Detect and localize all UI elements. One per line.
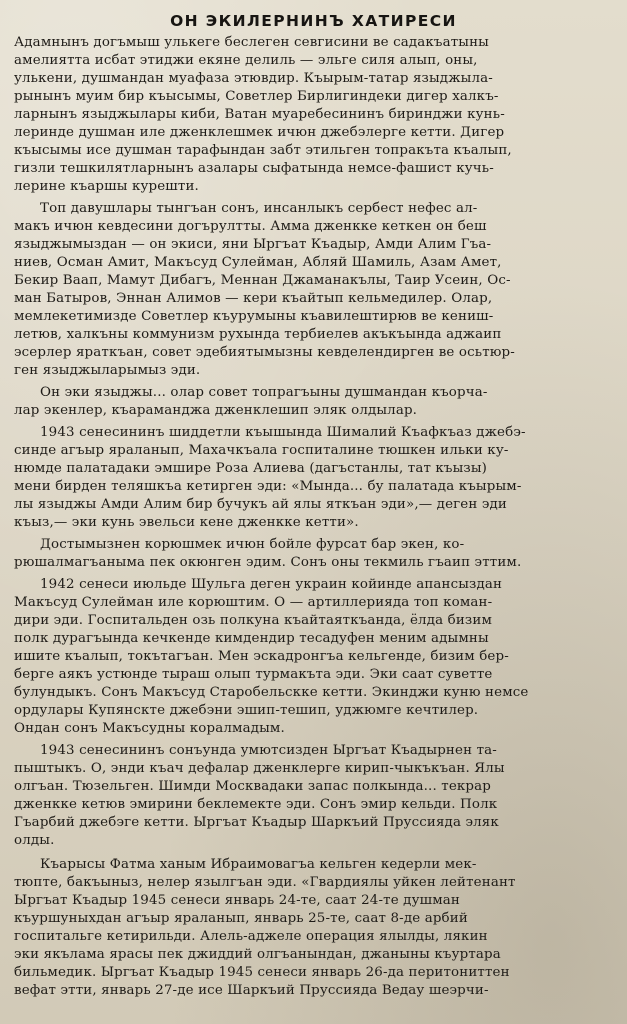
text-line: ман Батыров, Эннан Алимов — кери къайтып кельмедилер. Олар,: [14, 291, 493, 306]
text-line: ген языджыларымыз эди.: [14, 363, 201, 378]
text-line: дженкке кетюв эмирини беклемекте эди. Сонъ эмир кельди. Полк: [14, 797, 498, 812]
text-line: дири эди. Госпитальден озь полкуна къайтаяткъанда, ёлда бизим: [14, 613, 493, 628]
text-line: Ыргъат Къадыр 1945 сенеси январь 24-те, саат 24-те душман: [14, 893, 460, 908]
text-line: лы языджы Амди Алим бир бучукъ ай ялы яткъан эди»,— деген эди: [14, 497, 507, 512]
text-line: ишите къалып, токътагъан. Мен эскадронгъа кельгенде, бизим бер-: [14, 649, 509, 664]
text-line: Топ давушлары тынгъан сонъ, инсанлыкъ сербест нефес ал-: [40, 201, 478, 216]
text-line: Адамнынъ догъмыш улькеге беслеген севгисини ве садакъатыны: [14, 35, 489, 50]
text-line: 1942 сенеси июльде Шульга деген украин койинде апансыздан: [40, 577, 503, 592]
text-line: бильмедик. Ыргъат Къадыр 1945 сенеси январь 26-да перитониттен: [14, 965, 510, 980]
text-line: 1943 сенесининъ сонъунда умютсизден Ыргъат Къадырнен та-: [40, 743, 497, 758]
text-line: булундыкъ. Сонъ Макъсуд Старобельскке кетти. Экинджи куню немсе: [14, 685, 529, 700]
text-line: Макъсуд Сулейман иле корюштим. О — артиллерияда топ коман-: [14, 595, 493, 610]
text-line: госпитальге кетирильди. Алель-аджеле операция ялылды, лякин: [14, 929, 488, 944]
text-line: олгъан. Тюзельген. Шимди Москвадаки запас полкында... текрар: [14, 779, 491, 794]
text-line: мемлекетимизде Советлер къурумыны къавилештирюв ве кениш-: [14, 309, 494, 324]
text-line: Бекир Ваап, Мамут Дибагъ, Меннан Джаманакълы, Таир Усеин, Ос-: [14, 273, 511, 288]
text-line: ниев, Осман Амит, Макъсуд Сулейман, Абляй Шамиль, Азам Амет,: [14, 255, 502, 270]
text-line: мени бирден теляшкъа кетирген эди: «Мында... бу палатада къырым-: [14, 479, 522, 494]
text-line: нюмде палатадаки эмшире Роза Алиева (дагъстанлы, тат къызы): [14, 461, 488, 476]
text-line: 1943 сенесининъ шиддетли къышында Шималий Къафкъаз джебэ-: [40, 425, 526, 440]
text-line: Гъарбий джебэге кетти. Ыргъат Къадыр Шаркъий Пруссияда эляк: [14, 815, 499, 830]
text-line: леринде душман иле дженклешмек ичюн джебэлерге кетти. Дигер: [14, 125, 505, 140]
text-line: берге аякъ устюнде тыраш олып турмакъта эди. Эки саат суветте: [14, 667, 493, 682]
text-line: къыз,— эки кунь эвельси кене дженкке кетти».: [14, 515, 359, 530]
text-line: языджымыздан — он экиси, яни Ыргъат Къадыр, Амди Алим Гъа-: [14, 237, 492, 252]
text-line: гизли тешкилятларнынъ азалары сыфатында немсе-фашист кучь-: [14, 161, 494, 176]
text-line: Ондан сонъ Макъсудны коралмадым.: [14, 721, 285, 736]
text-line: полк дурагъында кечкенде кимдендир тесадуфен меним адымны: [14, 631, 489, 646]
text-line: ордулары Купянскте джебэни эшип-тешип, уджюмге кечтилер.: [14, 703, 479, 718]
text-line: къуршуныхдан агъыр яраланып, январь 25-те, саат 8-де арбий: [14, 911, 468, 926]
text-line: улькени, душмандан муафаза этювдир. Къырым-татар языджыла-: [14, 71, 493, 86]
text-line: рюшалмагъаныма пек окюнген эдим. Сонъ оны текмиль гъаип эттим.: [14, 555, 522, 570]
text-line: рынынъ муим бир къысымы, Советлер Бирлигиндеки дигер халкъ-: [14, 89, 499, 104]
text-line: пыштыкъ. О, энди къач дефалар дженклерге кирип-чыкъкъан. Ялы: [14, 761, 505, 776]
text-line: лар экенлер, къараманджа дженклешип эляк олдылар.: [14, 403, 418, 418]
text-line: эсерлер яраткъан, совет эдебиятымызны кевделендирген ве осьтюр-: [14, 345, 515, 360]
article-title: ОН ЭКИЛЕРНИНЪ ХАТИРЕСИ: [170, 12, 457, 30]
text-line: Къарысы Фатма ханым Ибраимовагъа кельген кедерли мек-: [40, 857, 477, 872]
text-line: тюпте, бакъыныз, нелер язылгъан эди. «Гвардиялы уйкен лейтенант: [14, 875, 516, 890]
text-line: Он эки языджы... олар совет топрагъыны душмандан къорча-: [40, 385, 488, 400]
text-line: къысымы исе душман тарафындан забт этильген топракъта къалып,: [14, 143, 512, 158]
text-line: синде агъыр яраланып, Махачкъала госпиталине тюшкен ильки ку-: [14, 443, 509, 458]
text-line: макъ ичюн кевдесини догърултты. Амма дженкке кеткен он беш: [14, 219, 487, 234]
text-line: амелиятта исбат этиджи екяне делиль — эльге силя алып, оны,: [14, 53, 478, 68]
text-line: лерине къаршы курешти.: [14, 179, 199, 194]
text-line: вефат этти, январь 27-де исе Шаркъий Пруссияда Ведау шеэрчи-: [14, 983, 489, 998]
text-line: ларнынъ языджылары киби, Ватан муаребесининъ биринджи кунь-: [14, 107, 505, 122]
text-line: олды.: [14, 833, 55, 848]
text-line: летюв, халкъны коммунизм рухында тербиелев акъкъында аджаип: [14, 327, 502, 342]
text-line: Достымызнен корюшмек ичюн бойле фурсат бар экен, ко-: [40, 537, 465, 552]
text-line: эки якълама ярасы пек джиддий олгъанындан, джаныны къуртара: [14, 947, 501, 962]
